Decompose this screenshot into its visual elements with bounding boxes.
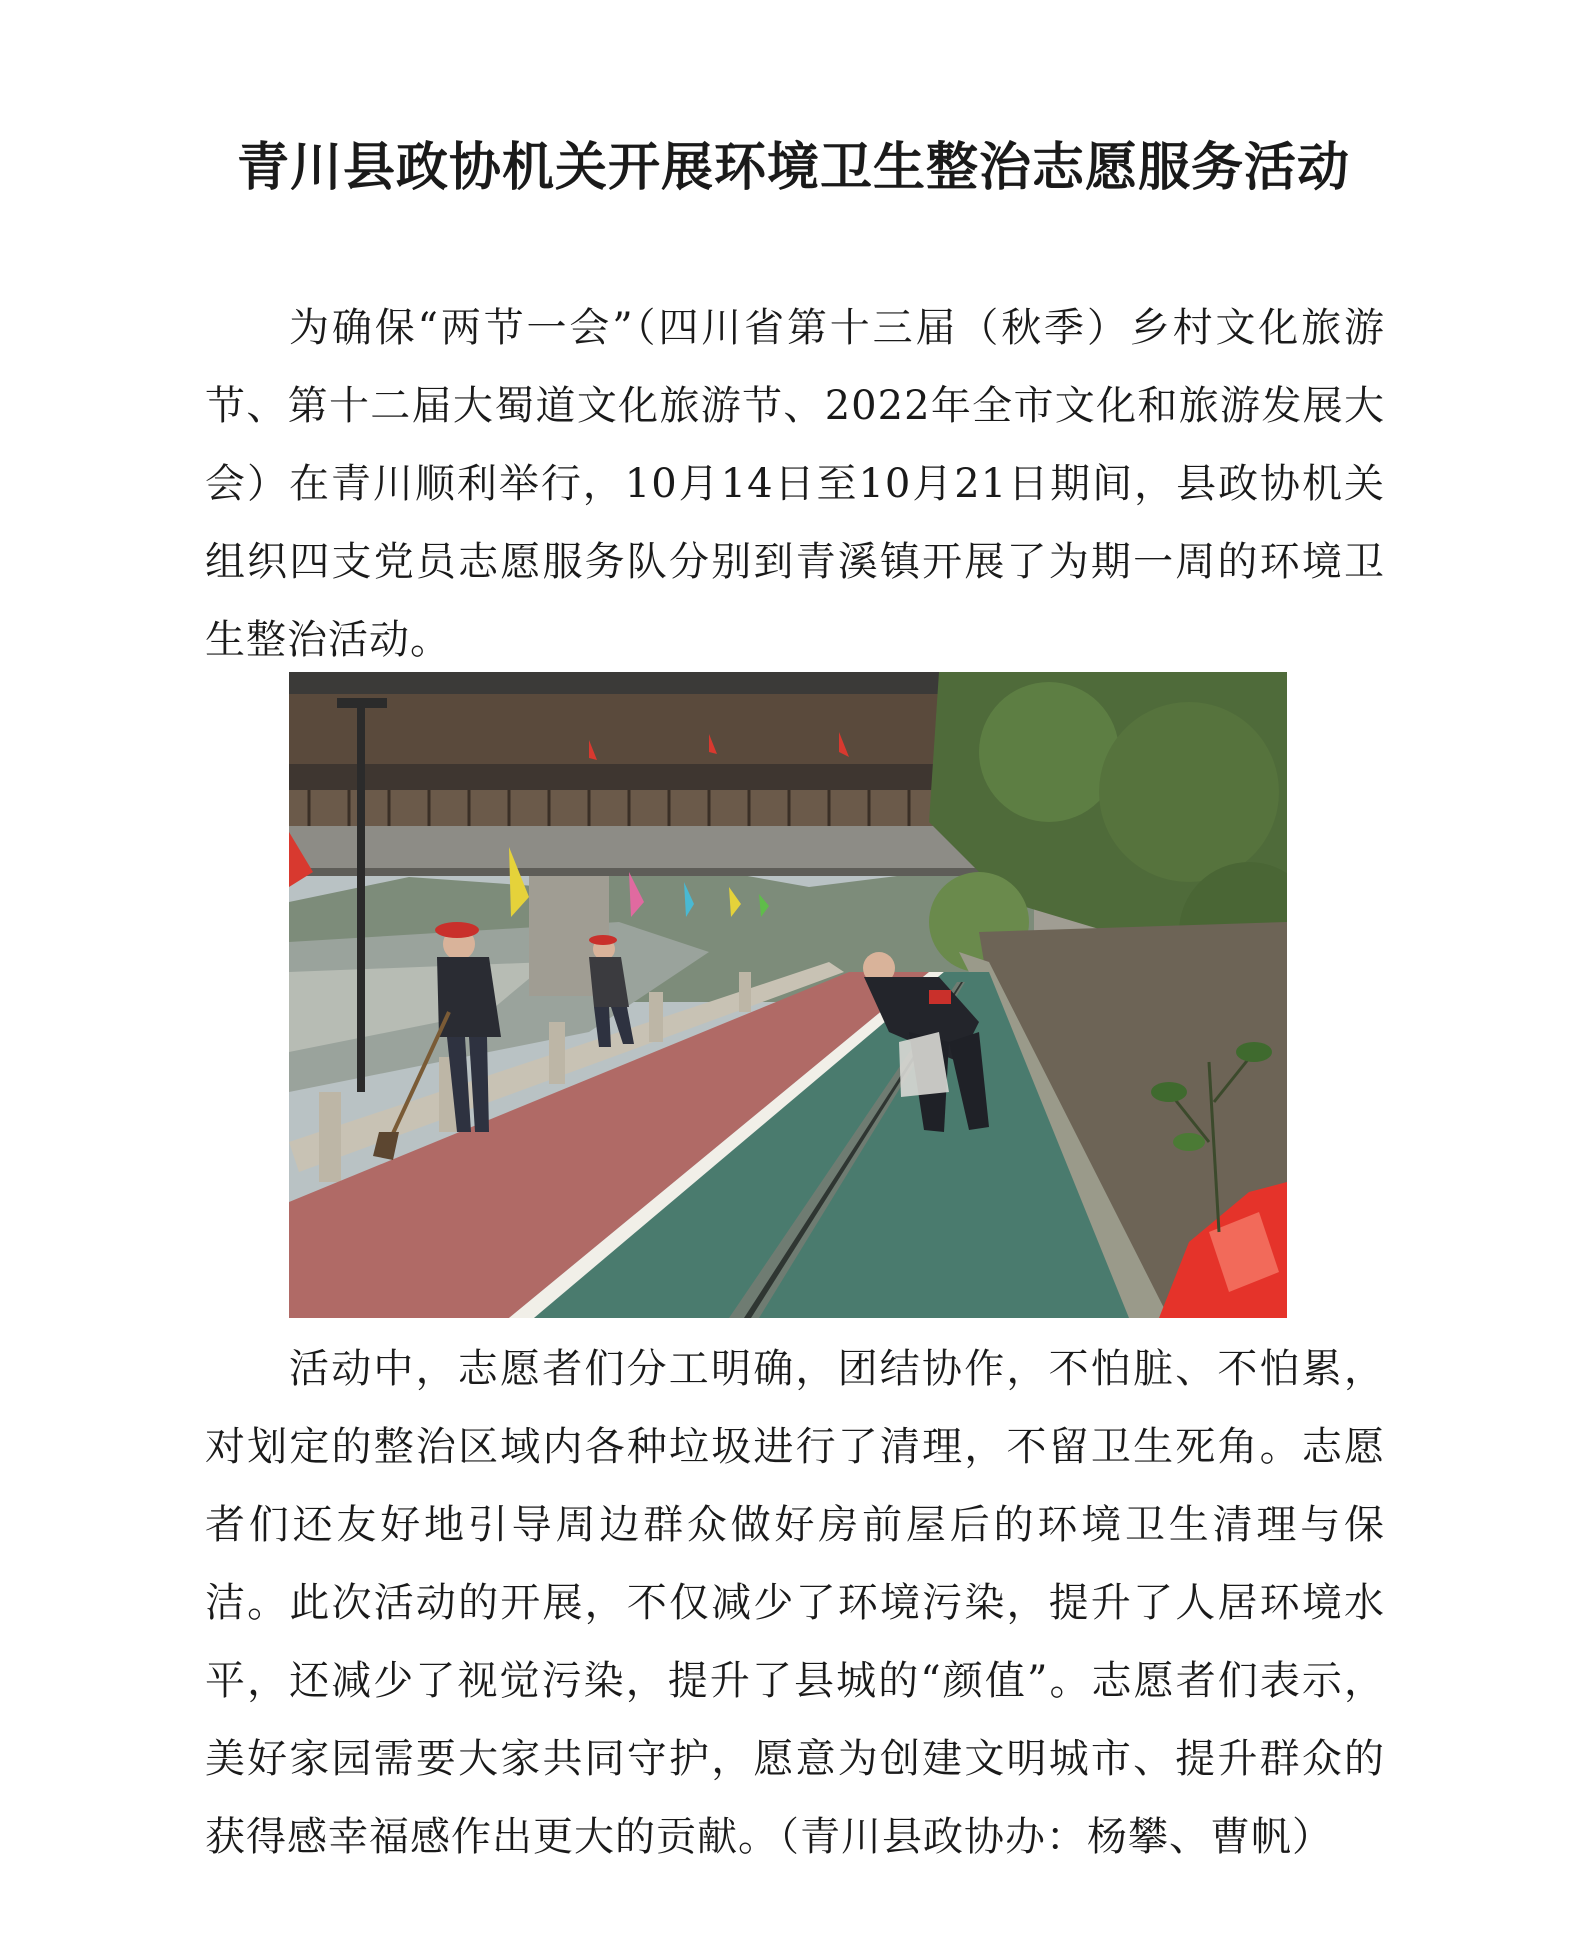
activity-photo (289, 672, 1287, 1318)
page-title: 青川县政协机关开展环境卫生整治志愿服务活动 (236, 138, 1350, 198)
paragraph-activity: 活动中，志愿者们分工明确，团结协作，不怕脏、不怕累，对划定的整治区域内各种垃圾进行了清理，不留卫生死角。志愿者们还友好地引导周边群众做好房前屋后的环境卫生清理与保洁。此次活动的开展，不仅减少了环境污染，提升了人居环境水平，还减少了视觉污染，提升了县城的“颜值”。志愿者们表示，美好家园需要大家共同守护，愿意为创建文明城市、提升群众的获得感幸福感作出更大的贡献。（青川县政协办：杨攀、曹帆） (205, 1346, 1385, 1860)
paragraph-intro: 为确保“两节一会”（四川省第十三届（秋季）乡村文化旅游节、第十二届大蜀道文化旅游节、2022年全市文化和旅游发展大会）在青川顺利举行，10月14日至10月21日期间，县政协机关组织四支党员志愿服务队分别到青溪镇开展了为期一周的环境卫生整治活动。 (205, 305, 1385, 663)
